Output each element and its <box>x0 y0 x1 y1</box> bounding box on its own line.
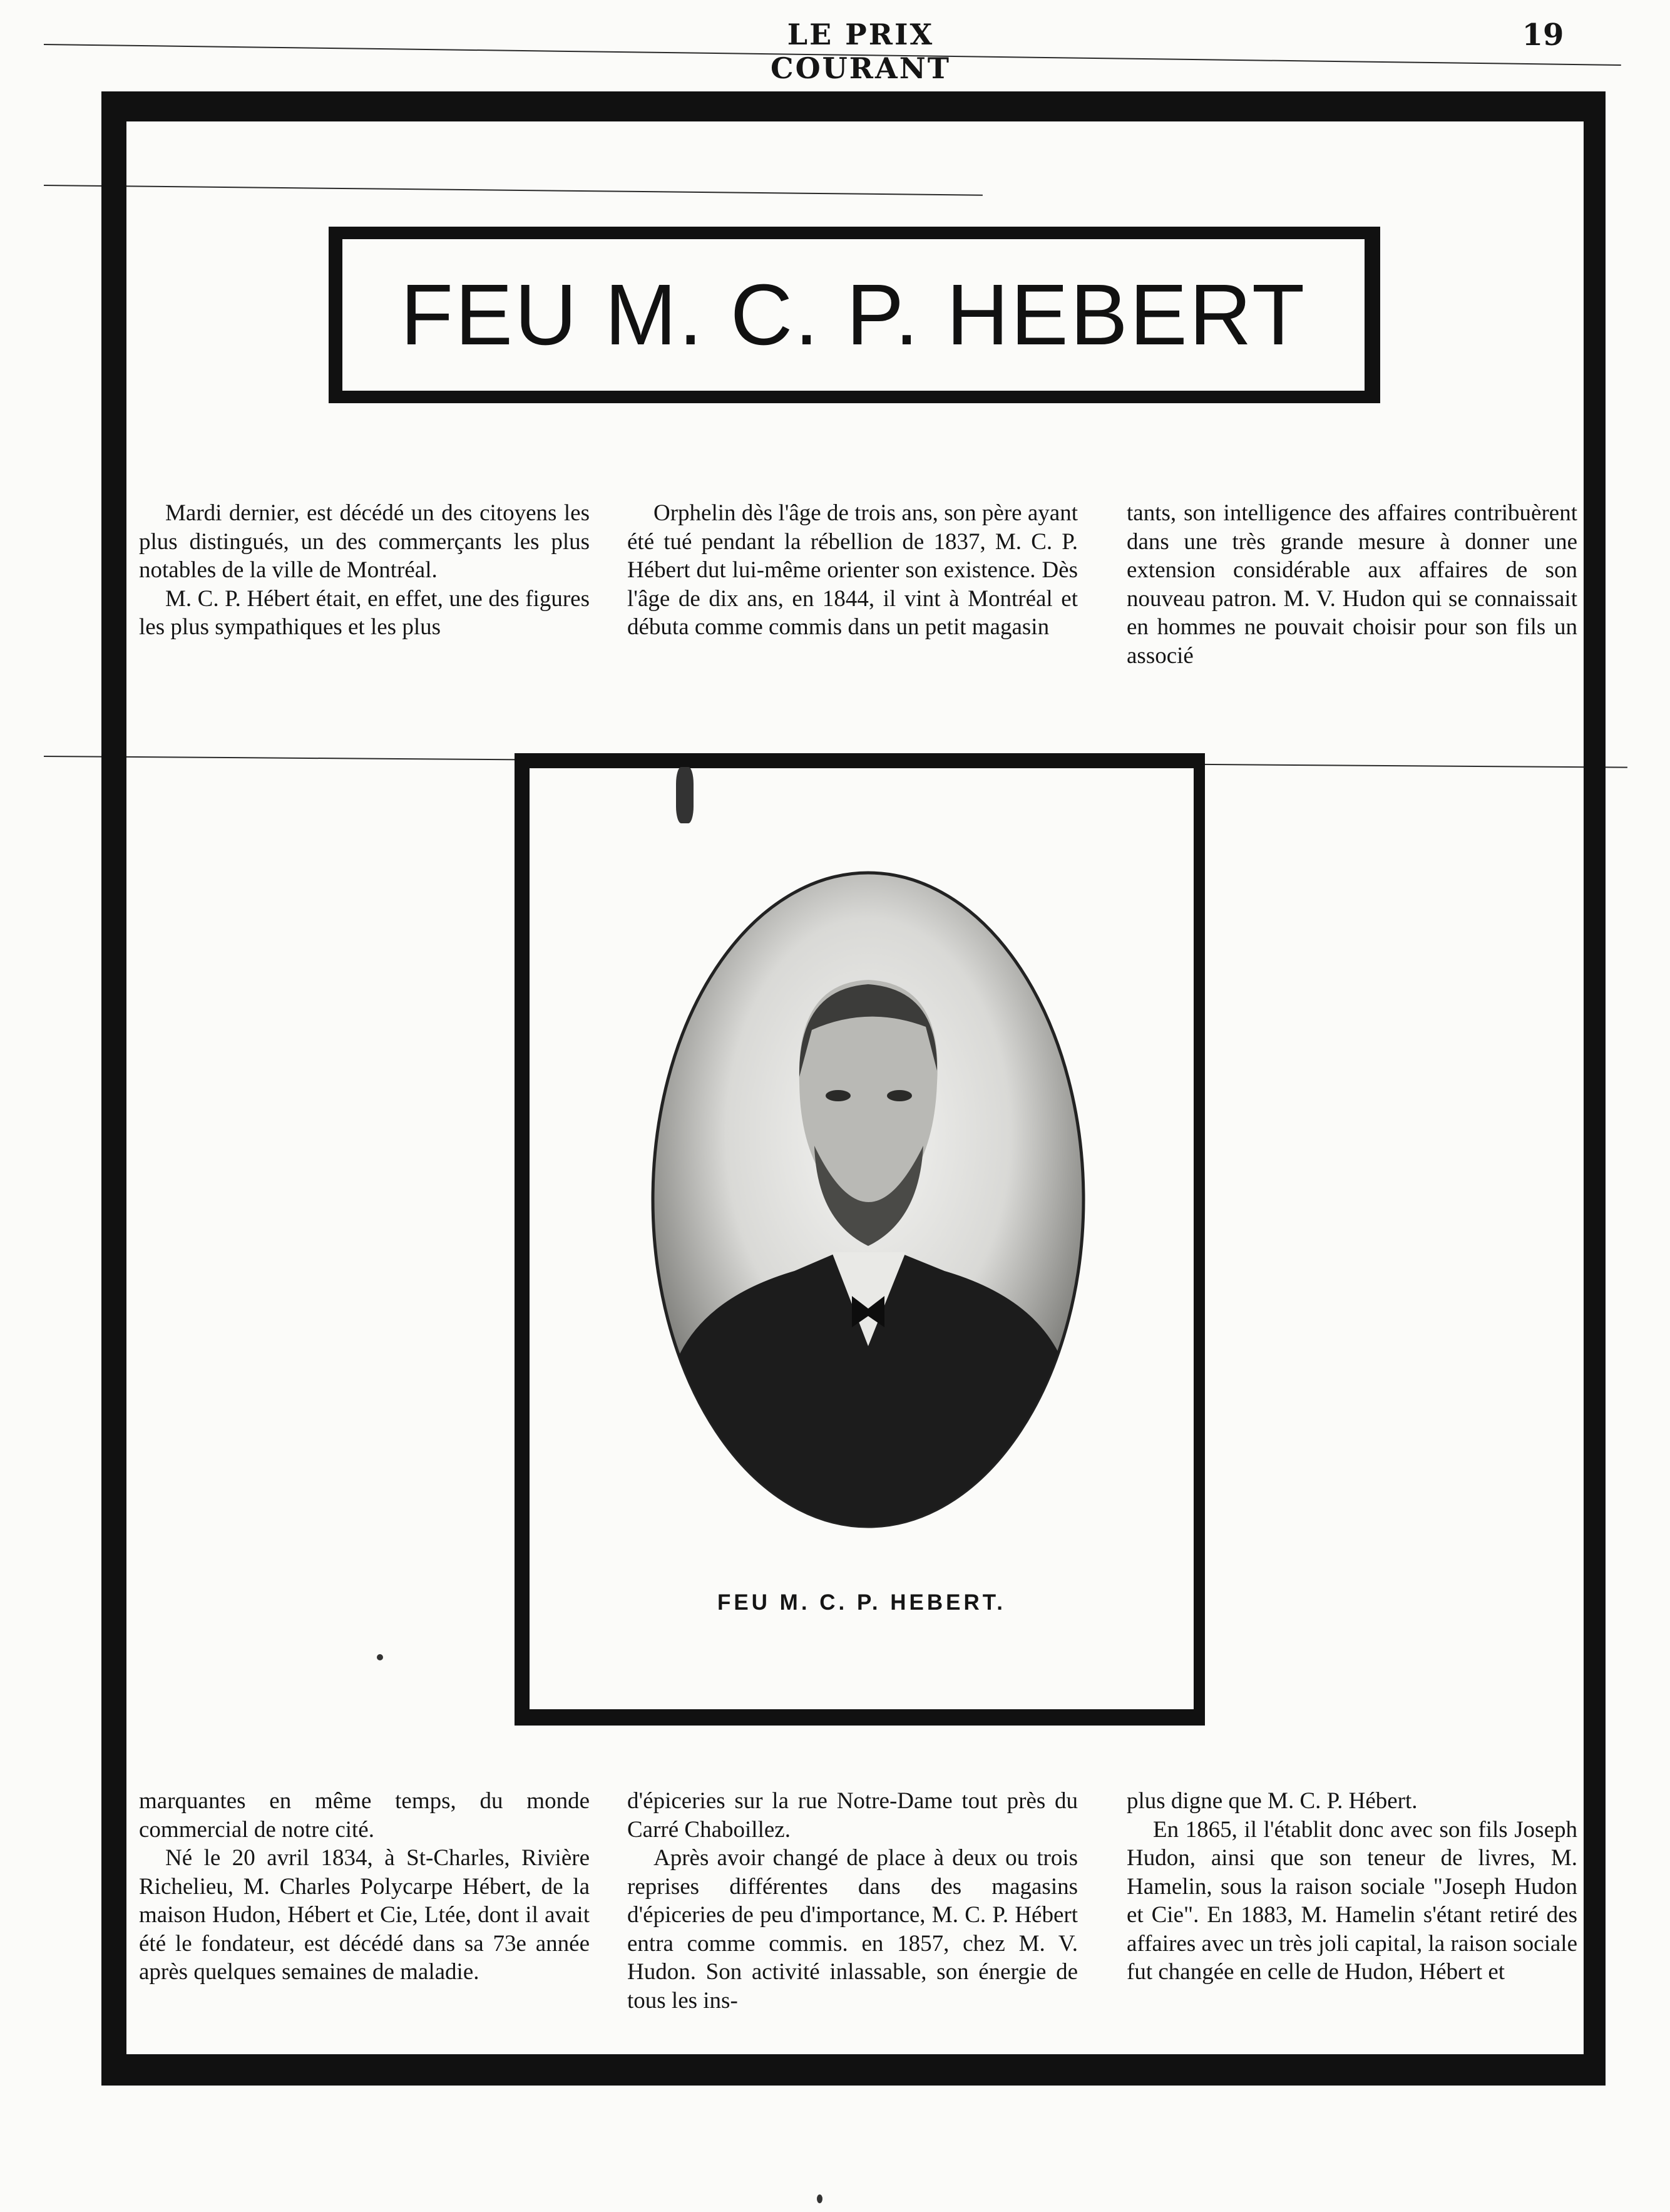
title-box <box>329 227 1380 403</box>
paragraph: tants, son intelligence des affaires contribuèrent dans une très grande mesure à donner une extension considérable aux affaires de son nouveau patron. M. V. Hudon qui se connaissait en hommes ne pouvait choisir pour son fils un associé <box>1127 500 1577 669</box>
paragraph: plus digne que M. C. P. Hébert. <box>1127 1788 1418 1814</box>
paragraph: marquantes en même temps, du monde commercial de notre cité. <box>139 1788 590 1843</box>
page-number: 19 <box>1522 18 1564 53</box>
column-bottom-2 <box>627 1787 1078 2015</box>
portrait-caption: FEU M. C. P. HEBERT. <box>717 1590 1007 1615</box>
paragraph: Orphelin dès l'âge de trois ans, son père ayant été tué pendant la rébellion de 1837, M. C. P. Hébert dut lui-même orienter son existence. Dès l'âge de dix ans, en 1844, il vint à Montréal et débuta comme commis dans un petit magasin <box>627 500 1078 640</box>
paragraph: M. C. P. Hébert était, en effet, une des figures les plus sympathiques et les plus <box>139 585 590 640</box>
column-top-3 <box>1127 499 1577 670</box>
portrait-frame <box>515 753 1205 1726</box>
scan-speck <box>817 2194 822 2203</box>
column-top-1 <box>139 499 590 642</box>
paragraph: Né le 20 avril 1834, à St-Charles, Rivière Richelieu, M. Charles Polycarpe Hébert, de la maison Hudon, Hébert et Cie, Ltée, dont il avait été le fondateur, est décédé dans sa 73e année après quelques semaines de maladie. <box>139 1845 590 1985</box>
paragraph: Après avoir changé de place à deux ou trois reprises différentes dans des magasins d'épiceries de peu d'importance, M. C. P. Hébert entra comme commis. en 1857, chez M. V. Hudon. Son activité inlassable, son énergie de tous les ins- <box>627 1845 1078 2014</box>
scan-speck <box>676 767 694 823</box>
article-title: FEU M. C. P. HEBERT <box>400 267 1307 363</box>
portrait-photo <box>650 870 1086 1530</box>
paragraph: d'épiceries sur la rue Notre-Dame tout près du Carré Chaboillez. <box>627 1788 1078 1843</box>
paragraph: En 1865, il l'établit donc avec son fils Joseph Hudon, ainsi que son teneur de livres, M. Hamelin, sous la raison sociale "Joseph Hudon et Cie". En 1883, M. Hamelin s'étant retiré des affaires avec un très joli capital, la raison sociale fut changée en celle de Hudon, Hébert et <box>1127 1816 1577 1985</box>
column-bottom-1 <box>139 1787 590 1987</box>
paragraph: Mardi dernier, est décédé un des citoyens les plus distingués, un des commerçants les plus notables de la ville de Montréal. <box>139 500 590 583</box>
column-top-2 <box>627 499 1078 642</box>
column-bottom-3 <box>1127 1787 1577 1987</box>
running-head: LE PRIX COURANT <box>771 18 951 85</box>
scan-speck <box>377 1654 383 1660</box>
